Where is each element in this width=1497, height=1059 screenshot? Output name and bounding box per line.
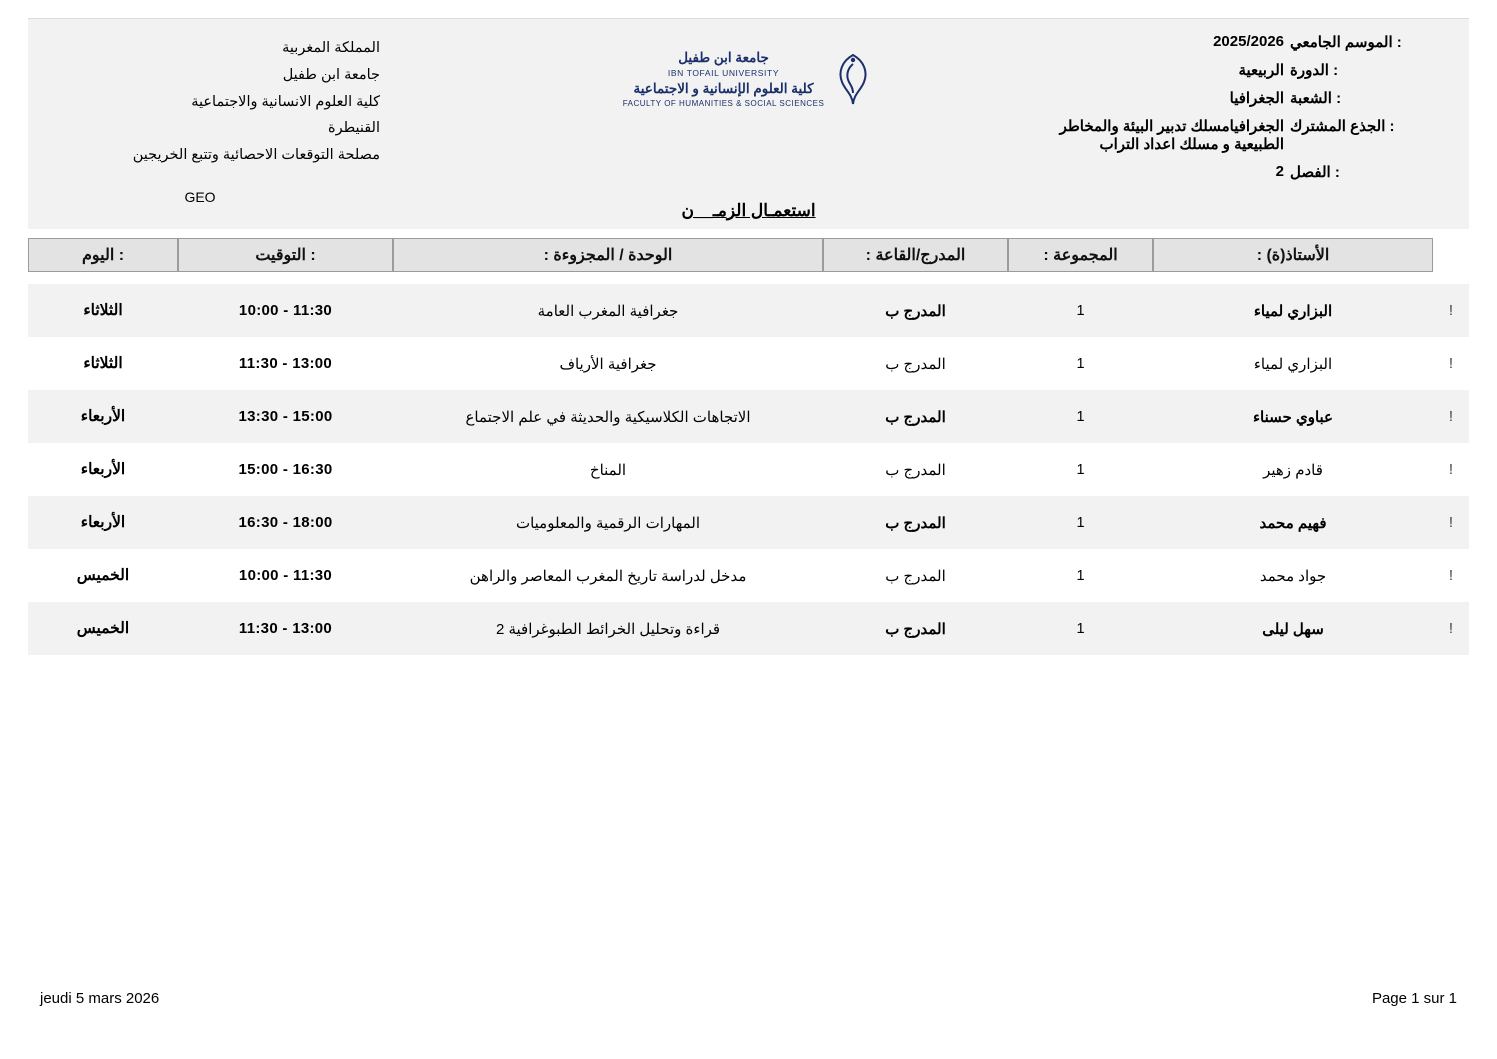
row-edge-mark: ! (1433, 602, 1469, 655)
column-header-professor: الأستاذ(ة) : (1153, 238, 1433, 284)
cell-day: الأربعاء (80, 461, 126, 478)
cell-room: المدرج ب (885, 355, 946, 373)
footer-page-number: Page 1 sur 1 (1371, 990, 1457, 1007)
row-edge-mark: ! (1448, 567, 1454, 584)
table-row (28, 390, 1469, 443)
field-label: : الفصل (1290, 164, 1340, 181)
institution-line-5: مصلحة التوقعات الاحصائية وتتبع الخريجين (132, 147, 380, 164)
schedule-rows (28, 284, 1469, 655)
logo-english-line-2: FACULTY OF HUMANITIES & SOCIAL SCIENCES (622, 99, 825, 109)
cell-day: الأربعاء (28, 390, 178, 443)
cell-unit: المهارات الرقمية والمعلوميات (393, 496, 823, 549)
table-row (28, 337, 1469, 390)
column-header-room: المدرج/القاعة : (823, 238, 1008, 284)
cell-day: الثلاثاء (83, 355, 123, 372)
cell-group: 1 (1008, 284, 1153, 337)
document-footer (40, 990, 1457, 1007)
header-left-fields (1025, 33, 1455, 191)
cell-group: 1 (1008, 390, 1153, 443)
cell-time: 13:30 - 15:00 (178, 390, 393, 443)
cell-group: 1 (1076, 355, 1085, 372)
document-header (28, 18, 1469, 229)
header-spacer (1433, 238, 1469, 284)
schedule-table (28, 238, 1469, 655)
field-label: : الدورة (1290, 62, 1339, 79)
table-row (28, 284, 1469, 337)
cell-unit: المناخ (589, 461, 627, 479)
cell-professor: عباوي حسناء (1153, 390, 1433, 443)
program-code: GEO (184, 189, 216, 206)
cell-unit: جغرافية المغرب العامة (393, 284, 823, 337)
cell-unit: مدخل لدراسة تاريخ المغرب المعاصر والراهن (469, 567, 747, 585)
cell-professor: البزاري لمياء (1153, 284, 1433, 337)
cell-time: 16:30 - 18:00 (178, 496, 393, 549)
logo-arabic-line-2: كلية العلوم الإنسانية و الاجتماعية (633, 80, 814, 96)
cell-time: 11:30 - 13:00 (178, 602, 393, 655)
row-edge-mark: ! (1433, 496, 1469, 549)
institution-block (50, 35, 380, 211)
table-row (28, 496, 1469, 549)
institution-line-4: القنيطرة (327, 120, 380, 137)
field-academic-year (1025, 33, 1455, 51)
cell-professor: قادم زهير (1263, 461, 1323, 479)
institution-line-2: جامعة ابن طفيل (282, 66, 380, 83)
field-label: : الجذع المشترك (1290, 118, 1395, 135)
row-edge-mark: ! (1433, 284, 1469, 337)
cell-unit: جغرافية الأرياف (559, 355, 657, 373)
cell-room: المدرج ب (823, 496, 1008, 549)
logo-english-line-1: IBN TOFAIL UNIVERSITY (667, 68, 780, 79)
table-row (28, 443, 1469, 496)
row-edge-mark: ! (1448, 461, 1454, 478)
field-value: الجغرافيامسلك تدبير البيئة والمخاطر الطبيعية و مسلك اعداد التراب (1059, 118, 1284, 153)
institution-line-3: كلية العلوم الانسانية والاجتماعية (191, 93, 380, 110)
cell-professor: فهيم محمد (1153, 496, 1433, 549)
cell-unit: قراءة وتحليل الخرائط الطبوغرافية 2 (393, 602, 823, 655)
row-edge-mark: ! (1433, 390, 1469, 443)
field-label: : الشعبة (1290, 90, 1342, 107)
cell-group: 1 (1076, 461, 1085, 478)
cell-professor: سهل ليلى (1153, 602, 1433, 655)
field-session (1025, 61, 1455, 79)
page-title: استعمـال الزمـ__ن (681, 201, 816, 220)
field-value: الجغرافيا (1229, 90, 1284, 107)
institution-line-1: المملكة المغربية (282, 40, 380, 56)
column-header-time: : التوقيت (178, 238, 393, 284)
cell-time: 15:00 - 16:30 (238, 461, 333, 478)
table-row (28, 549, 1469, 602)
cell-day: الثلاثاء (28, 284, 178, 337)
field-semester (1025, 163, 1455, 181)
university-logo (599, 49, 899, 110)
cell-group: 1 (1008, 496, 1153, 549)
cell-room: المدرج ب (885, 567, 946, 585)
cell-professor: البزاري لمياء (1253, 355, 1333, 373)
cell-professor: جواد محمد (1259, 567, 1327, 585)
field-value: الربيعية (1238, 62, 1284, 79)
column-header-group: المجموعة : (1008, 238, 1153, 284)
footer-date: jeudi 5 mars 2026 (40, 990, 160, 1007)
column-header-day: : اليوم (28, 238, 178, 284)
cell-room: المدرج ب (823, 602, 1008, 655)
row-edge-mark: ! (1448, 355, 1454, 372)
cell-group: 1 (1008, 602, 1153, 655)
cell-day: الخميس (28, 602, 178, 655)
logo-arabic-line-1: جامعة ابن طفيل (678, 50, 769, 65)
field-value: 2025/2026 (1213, 33, 1284, 50)
cell-room: المدرج ب (823, 390, 1008, 443)
column-header-unit: الوحدة / المجزوءة : (393, 238, 823, 284)
field-label: : الموسم الجامعي (1290, 34, 1402, 51)
cell-time: 11:30 - 13:00 (238, 355, 333, 372)
table-header-row (28, 238, 1469, 284)
cell-room: المدرج ب (823, 284, 1008, 337)
table-row (28, 602, 1469, 655)
cell-group: 1 (1076, 567, 1085, 584)
field-common-core (1025, 117, 1455, 153)
cell-day: الأربعاء (28, 496, 178, 549)
field-value: 2 (1275, 163, 1284, 180)
cell-room: المدرج ب (885, 461, 946, 479)
field-branch (1025, 89, 1455, 107)
cell-day: الخميس (76, 567, 130, 584)
cell-unit: الاتجاهات الكلاسيكية والحديثة في علم الاجتماع (393, 390, 823, 443)
cell-time: 10:00 - 11:30 (238, 567, 333, 584)
logo-emblem-icon (832, 52, 874, 108)
cell-time: 10:00 - 11:30 (178, 284, 393, 337)
